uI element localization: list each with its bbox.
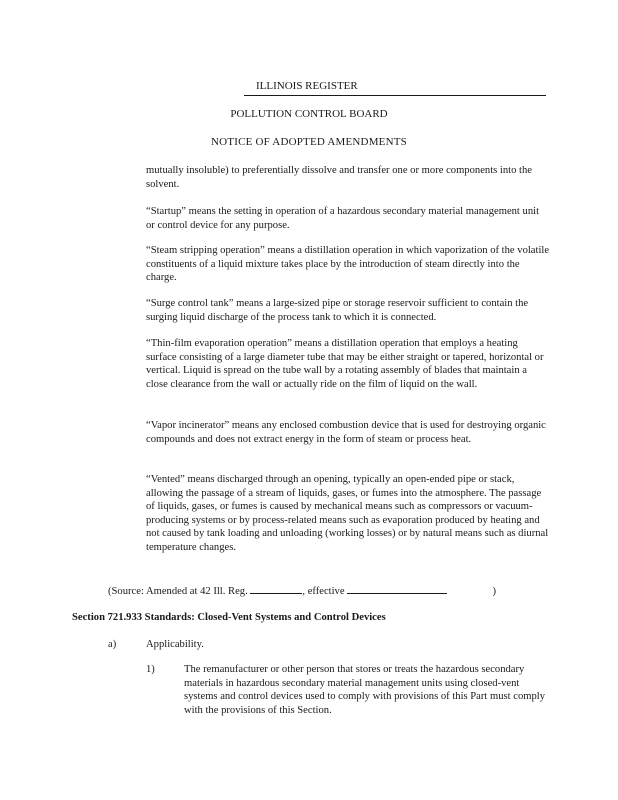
subsection-text: Applicability. — [146, 639, 204, 650]
paragraph-startup: “Startup” means the setting in operation of a hazardous secondary material management unit or control device for any purpose. — [146, 206, 540, 231]
paragraph-vented: “Vented” means discharged through an opening, typically an open-ended pipe or stack, allowing the passage of a stream of liquids, gases, or fumes into the atmosphere. The passage of liquids, gases, or fumes is caused by mechanical means such as compressors or vacuum-producing systems or by process-related means such as evaporation produced by heating and not caused by tank loading and unloading (working losses) or by natural means such as diurnal temperature changes. — [146, 474, 549, 553]
register-title: ILLINOIS REGISTER — [256, 80, 358, 92]
source-note — [108, 583, 548, 599]
subsection-label: a) — [108, 639, 117, 650]
effective-date-blank — [347, 583, 447, 594]
item-label: 1) — [146, 664, 155, 675]
notice-title: NOTICE OF ADOPTED AMENDMENTS — [211, 136, 407, 148]
paragraph-thin-film: “Thin-film evaporation operation” means a distillation operation that employs a heating surface consisting of a large diameter tube that may be either straight or tapered, horizontal or vertical. Liquid is spread on the tube wall by a rotating assembly of blades that maintain a close clearance from the wall or actually ride on the film of liquid on the wall. — [146, 338, 544, 390]
source-middle: , effective — [302, 586, 345, 597]
paragraph-continued: mutually insoluble) to preferentially dissolve and transfer one or more components into the solvent. — [146, 165, 532, 190]
paragraph-vapor-incinerator: “Vapor incinerator” means any enclosed combustion device that is used for destroying organic compounds and does not extract energy in the form of steam or process heat. — [146, 420, 546, 445]
item-text: The remanufacturer or other person that stores or treats the hazardous secondary materials in hazardous secondary material management units using closed-vent systems and control devices used to comply with provisions of this Part must comply with the provisions of this Section. — [184, 664, 546, 716]
paragraph-surge-control-tank: “Surge control tank” means a large-sized pipe or storage reservoir sufficient to contain the surging liquid discharge of the process tank to which it is connected. — [146, 298, 529, 323]
source-suffix: ) — [492, 586, 497, 597]
register-blank — [250, 583, 302, 594]
section-heading: Section 721.933 Standards: Closed-Vent Systems and Control Devices — [72, 612, 386, 623]
source-prefix: (Source: Amended at 42 Ill. Reg. — [108, 586, 248, 597]
register-header — [244, 80, 546, 96]
board-title: POLLUTION CONTROL BOARD — [230, 108, 388, 120]
paragraph-steam-stripping: “Steam stripping operation” means a distillation operation in which vaporization of the volatile constituents of a liquid mixture takes place by the introduction of steam directly into the charge. — [146, 245, 550, 284]
